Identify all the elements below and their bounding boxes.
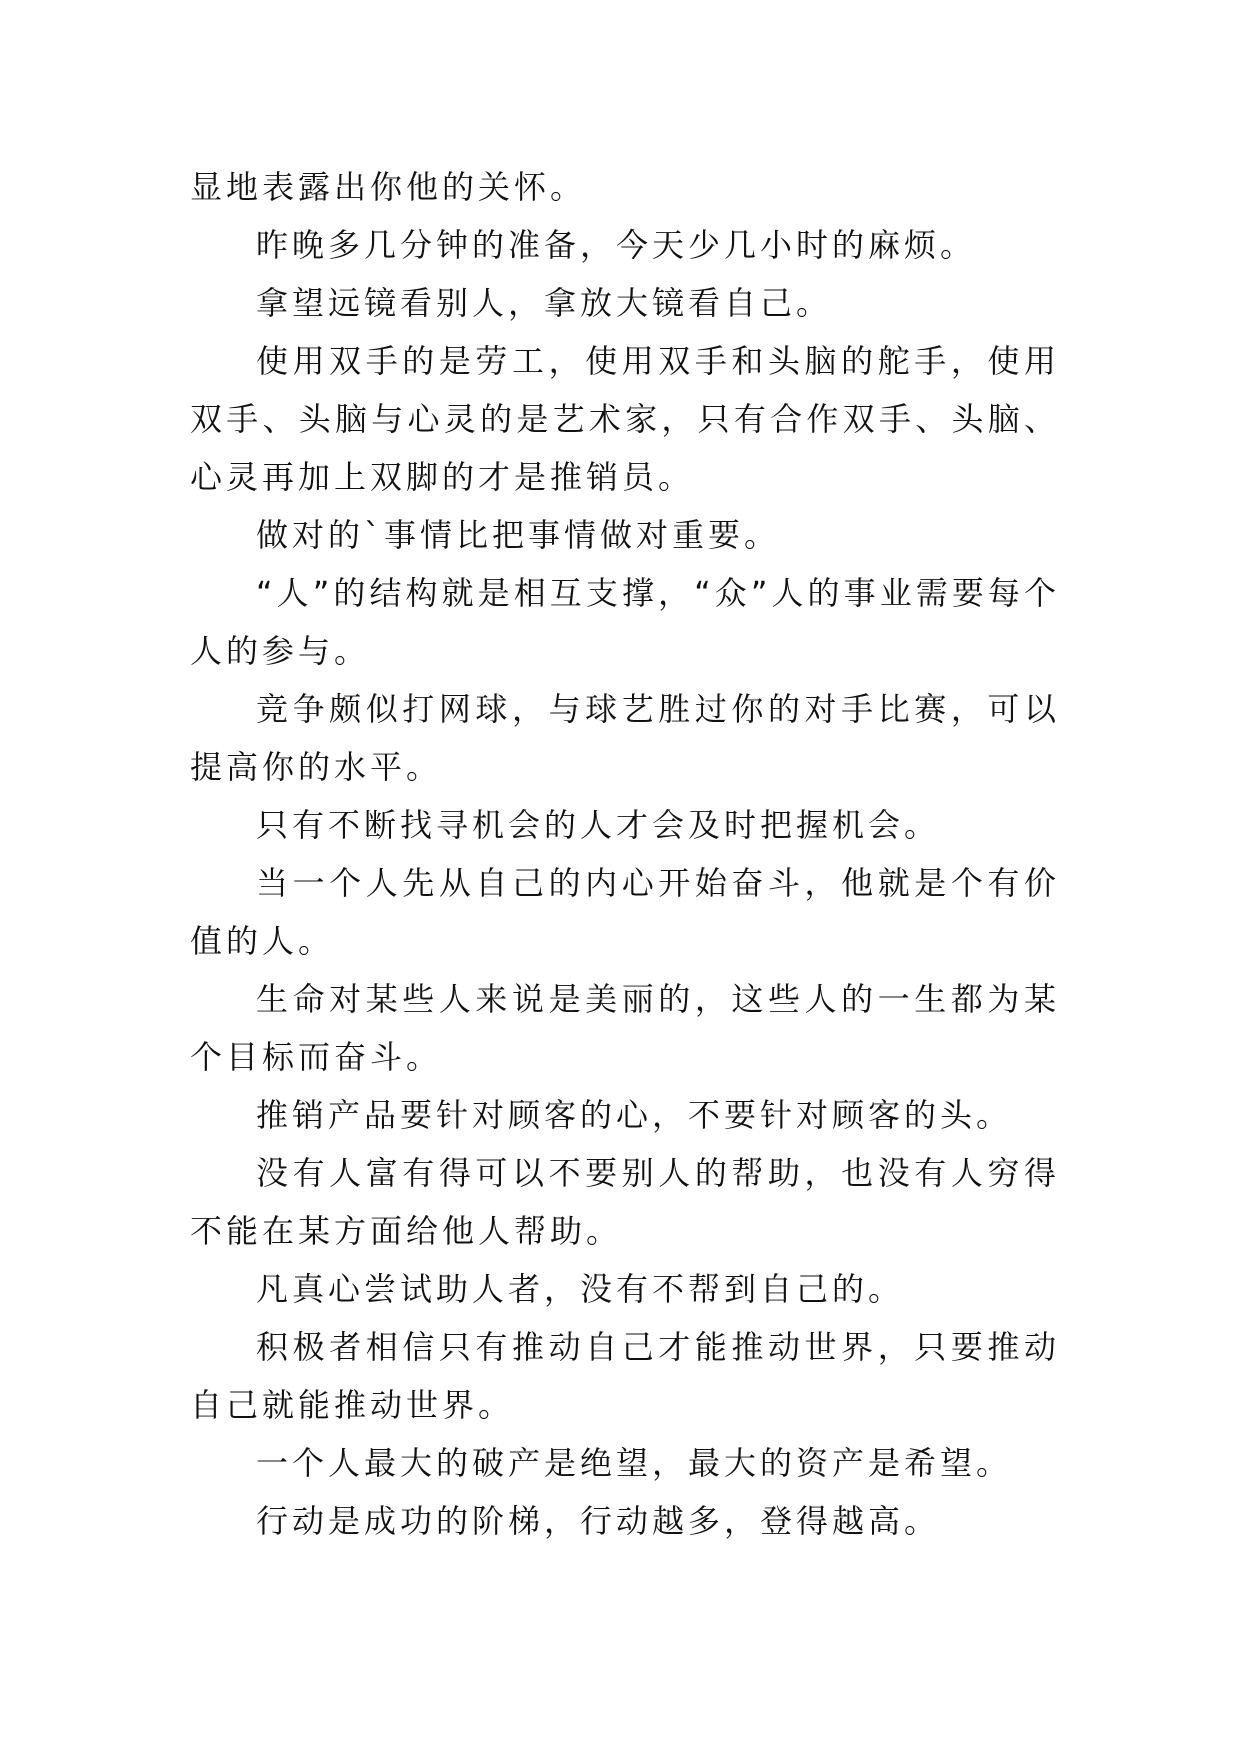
paragraph: 只有不断找寻机会的人才会及时把握机会。 — [256, 806, 941, 844]
paragraph: 凡真心尝试助人者，没有不帮到自己的。 — [256, 1270, 905, 1308]
paragraph: 当一个人先从自己的内心开始奋斗，他就是个有价值的人。 — [190, 864, 1060, 960]
paragraph: 做对的`事情比把事情做对重要。 — [256, 516, 781, 554]
paragraph: 使用双手的是劳工，使用双手和头脑的舵手，使用双手、头脑与心灵的是艺术家，只有合作双手、头脑、心灵再加上双脚的才是推销员。 — [190, 342, 1060, 496]
paragraph: “人”的结构就是相互支撑，“众”人的事业需要每个人的参与。 — [190, 574, 1060, 670]
paragraph: 一个人最大的破产是绝望，最大的资产是希望。 — [256, 1444, 1013, 1482]
paragraph: 生命对某些人来说是美丽的，这些人的一生都为某个目标而奋斗。 — [190, 980, 1060, 1076]
paragraph: 推销产品要针对顾客的心，不要针对顾客的头。 — [256, 1096, 1013, 1134]
document-body — [190, 158, 1060, 1550]
paragraph: 没有人富有得可以不要别人的帮助，也没有人穷得不能在某方面给他人帮助。 — [190, 1154, 1060, 1250]
paragraph: 行动是成功的阶梯，行动越多，登得越高。 — [256, 1502, 941, 1540]
paragraph: 竞争颇似打网球，与球艺胜过你的对手比赛，可以提高你的水平。 — [190, 690, 1060, 786]
paragraph: 拿望远镜看别人，拿放大镜看自己。 — [256, 284, 833, 322]
paragraph: 显地表露出你他的关怀。 — [190, 168, 587, 206]
paragraph: 昨晚多几分钟的准备，今天少几小时的麻烦。 — [256, 226, 977, 264]
paragraph: 积极者相信只有推动自己才能推动世界，只要推动自己就能推动世界。 — [190, 1328, 1060, 1424]
